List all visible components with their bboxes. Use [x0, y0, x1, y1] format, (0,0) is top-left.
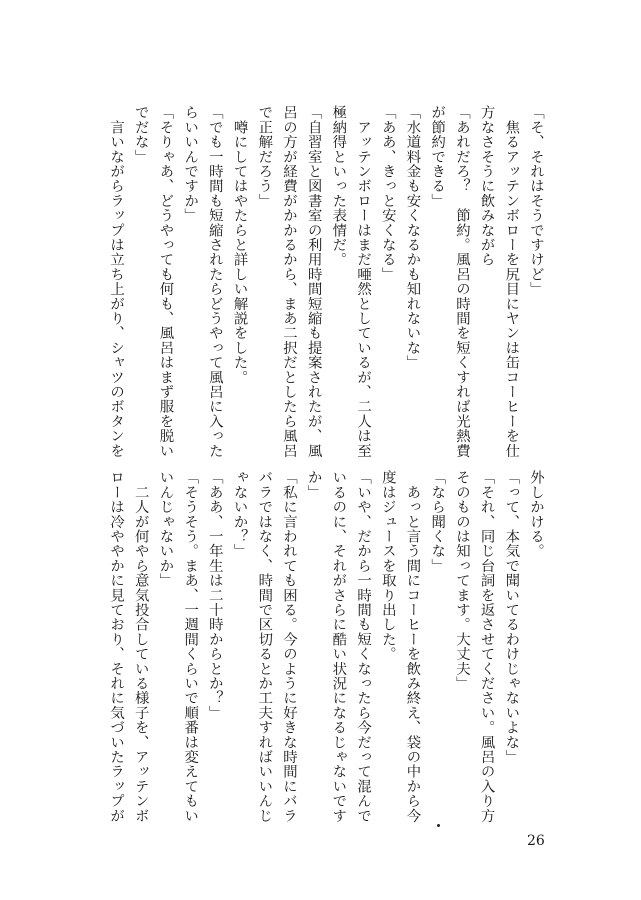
- text-line: 極納得といった表情だ。: [330, 105, 347, 267]
- stray-mark: [437, 824, 440, 827]
- text-line: 焦るアッテンボローを尻目にヤンは缶コーヒーを仕: [503, 105, 520, 458]
- text-line: 「ああ、きっと安くなる」: [379, 105, 396, 282]
- text-line: 噂にしてはやたらと詳しい解説をした。: [231, 105, 248, 385]
- text-line: が節約できる」: [429, 105, 446, 208]
- text-line: 「って、本気で聞いてるわけじゃないよな」: [503, 470, 520, 764]
- text-line: 呂の方が経費がかかるから、まあ二択だとしたら風呂: [280, 105, 297, 458]
- text-line: ゃないか？」: [231, 470, 248, 559]
- text-line: 二人が何やら意気投合している様子を、アッテンボ: [132, 470, 149, 823]
- text-line: 言いながらラップは立ち上がり、シャツのボタンを: [108, 105, 125, 458]
- text-line: でだな」: [132, 105, 149, 164]
- text-line: で正解だろう」: [256, 105, 273, 208]
- text-line: ローは冷ややかに見ており、それに気づいたラップが: [108, 470, 125, 823]
- text-line: いんじゃないか」: [157, 470, 174, 588]
- text-line: 「ああ、一年生は二十時からとか？」: [206, 470, 223, 720]
- text-line: 「いや、だから一時間も短くなったら今だって混んで: [355, 470, 372, 823]
- text-line: いるのに、それがさらに酷い状況になるじゃないです: [330, 470, 347, 823]
- text-line: 度はジュースを取り出した。: [379, 470, 396, 662]
- text-line: 方なさそうに飲みながら: [478, 105, 495, 267]
- text-line: あっと言う間にコーヒーを飲み終え、袋の中から今: [404, 470, 421, 823]
- text-line: そのものは知ってます。大丈夫」: [453, 470, 470, 691]
- text-line: 「私に言われても困る。今のように好きな時間にバラ: [280, 470, 297, 823]
- text-line: 外しかける。: [528, 470, 544, 559]
- text-block-bottom: [103, 470, 548, 823]
- text-line: アッテンボローはまだ唖然としているが、二人は至: [355, 105, 372, 458]
- text-line: 「あれだろ？ 節約。風呂の時間を短くすれば光熱費: [453, 105, 470, 458]
- text-line: か」: [305, 470, 322, 500]
- page-number: 26: [527, 833, 545, 849]
- text-line: 「それ、同じ台詞を返させてください。風呂の入り方: [478, 470, 495, 823]
- text-line: バラではなく、時間で区切るとか工夫すればいいんじ: [256, 470, 273, 823]
- text-line: 「なら聞くな」: [429, 470, 446, 573]
- text-line: 「水道料金も安くなるかも知れないな」: [404, 105, 421, 370]
- text-block-top: [103, 105, 548, 458]
- text-line: 「自習室と図書室の利用時間短縮も提案されたが、風: [305, 105, 322, 458]
- text-line: らいいんですか」: [182, 105, 199, 223]
- text-line: 「そうそう。まあ、一週間くらいで順番は変えてもい: [182, 470, 199, 823]
- text-line: 「でも一時間も短縮されたらどうやって風呂に入った: [206, 105, 223, 458]
- text-line: 「そりゃあ、どうやっても何も、風呂はまず服を脱い: [157, 105, 174, 458]
- text-line: 「そ、それはそうですけど」: [528, 105, 544, 297]
